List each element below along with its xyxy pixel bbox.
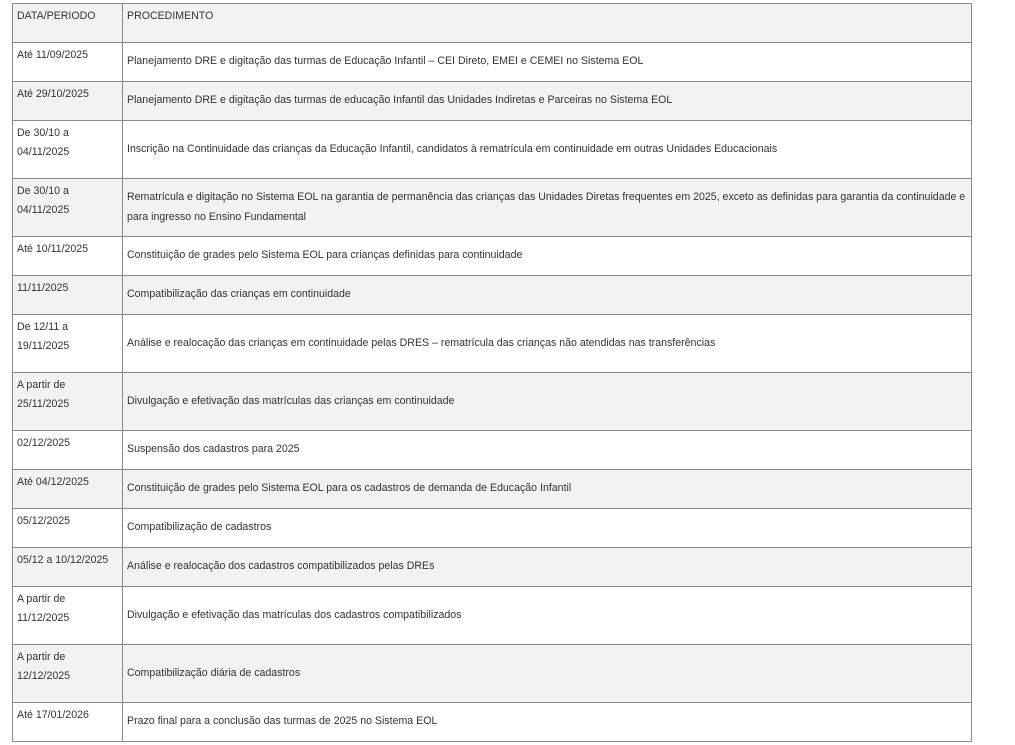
table-row [13,276,972,315]
row-date: De 12/11 a 19/11/2025 [13,315,123,373]
row-procedure: Divulgação e efetivação das matrículas das crianças em continuidade [123,373,972,431]
header-date: DATA/PERIODO [13,4,123,43]
row-procedure: Constituição de grades pelo Sistema EOL para os cadastros de demanda de Educação Infantil [123,470,972,509]
row-procedure: Prazo final para a conclusão das turmas de 2025 no Sistema EOL [123,703,972,742]
row-procedure: Constituição de grades pelo Sistema EOL para crianças definidas para continuidade [123,237,972,276]
table-row [13,43,972,82]
table-row [13,703,972,742]
table-row [13,179,972,237]
row-procedure: Suspensão dos cadastros para 2025 [123,431,972,470]
row-date: 11/11/2025 [13,276,123,315]
row-procedure: Planejamento DRE e digitação das turmas de Educação Infantil – CEI Direto, EMEI e CEMEI no Sistema EOL [123,43,972,82]
row-procedure: Inscrição na Continuidade das crianças da Educação Infantil, candidatos à rematrícula em continuidade em outras Unidades Educacionais [123,121,972,179]
table-row [13,548,972,587]
header-procedure: PROCEDIMENTO [123,4,972,43]
row-procedure: Planejamento DRE e digitação das turmas de educação Infantil das Unidades Indiretas e Parceiras no Sistema EOL [123,82,972,121]
row-date: Até 17/01/2026 [13,703,123,742]
row-date: Até 11/09/2025 [13,43,123,82]
table-row [13,470,972,509]
row-date: 05/12 a 10/12/2025 [13,548,123,587]
row-date: Até 29/10/2025 [13,82,123,121]
table-row [13,645,972,703]
table-row [13,82,972,121]
row-date: De 30/10 a 04/11/2025 [13,121,123,179]
table-row [13,373,972,431]
table-row [13,315,972,373]
row-date: De 30/10 a 04/11/2025 [13,179,123,237]
row-date: Até 10/11/2025 [13,237,123,276]
table-row [13,587,972,645]
row-date: 02/12/2025 [13,431,123,470]
row-procedure: Compatibilização diária de cadastros [123,645,972,703]
row-procedure: Divulgação e efetivação das matrículas dos cadastros compatibilizados [123,587,972,645]
row-procedure: Compatibilização das crianças em continuidade [123,276,972,315]
table-row [13,121,972,179]
row-procedure: Rematrícula e digitação no Sistema EOL na garantia de permanência das crianças das Unidades Diretas frequentes em 2025, exceto as definidas para garantia da continuidade e para ingresso no Ensino Fundamental [123,179,972,237]
row-date: 05/12/2025 [13,509,123,548]
row-procedure: Compatibilização de cadastros [123,509,972,548]
row-procedure: Análise e realocação das crianças em continuidade pelas DRES – rematrícula das crianças não atendidas nas transferências [123,315,972,373]
table-header-row [13,4,972,43]
row-date: Até 04/12/2025 [13,470,123,509]
row-date: A partir de 11/12/2025 [13,587,123,645]
row-date: A partir de 25/11/2025 [13,373,123,431]
table-row [13,509,972,548]
table-row [13,431,972,470]
schedule-table [12,3,972,742]
row-procedure: Análise e realocação dos cadastros compatibilizados pelas DREs [123,548,972,587]
row-date: A partir de 12/12/2025 [13,645,123,703]
table-row [13,237,972,276]
